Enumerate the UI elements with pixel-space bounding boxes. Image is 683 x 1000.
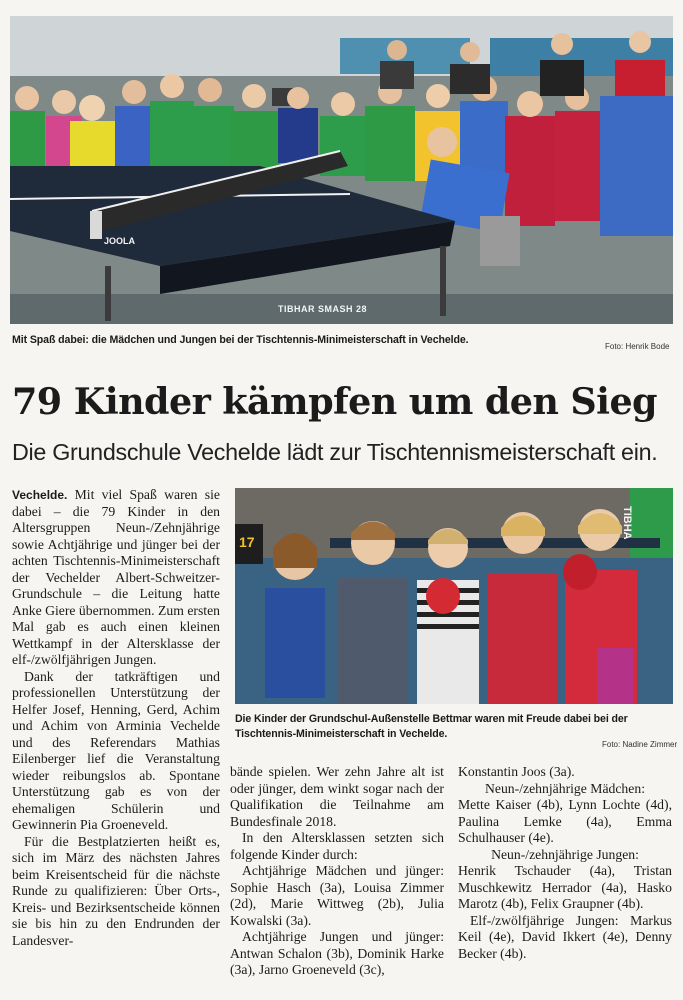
five-children-illustration — [235, 488, 673, 704]
results-boys-11-12: Elf-/zwölfjährige Jungen: Markus Keil (4e), David Ikkert (4e), Denny Becker (4b). — [458, 912, 672, 961]
paragraph-1-text: Mit viel Spaß waren sie dabei – die 79 Kinder in den Altersgruppen Neun-/Zehnjährige sowie Achtjährige und jünger bei der achten Tischtennis-Minimeisterschaft der Vechelder Albert-Schweitzer-Grundschule – die Leitung hatte Anke Giere übernommen. Zum ersten Mal gab es auch einen kleinen Wettkampf in der Altersklasse der elf-/zwölfjährigen Jungen. — [12, 487, 220, 667]
headline: 79 Kinder kämpfen um den Sieg — [12, 380, 657, 423]
article-paragraph-2: Dank der tatkräftigen und professionellen Unterstützung der Helfer Josef, Henning, Gerd, Achim und Achim von Arminia Vechelde und des Referendars Mathias Eilenberger lief die Veranstaltung wieder reibungslos ab. Spontane Unterstützung gab es von der ehemaligen Schülerin und Gewinnerin Pia Groeneveld. — [12, 668, 220, 832]
article-paragraph-1 — [12, 487, 220, 669]
col2-paragraph-1: bände spielen. Wer zehn Jahre alt ist oder jünger, dem winkt sogar nach der Qualifikation die Teilnahme am Bundesfinale 2018. — [230, 764, 444, 829]
col3-paragraph-1: Konstantin Joos (3a). — [458, 764, 575, 779]
table-tennis-group-illustration — [10, 16, 673, 324]
col2-paragraph-4: Achtjährige Jungen und jünger: Antwan Schalon (3b), Dominik Harke (3a), Jarno Groeneveld (3c), — [230, 929, 444, 977]
results-heading-boys-9-10: Neun-/zehnjährige Jungen: — [491, 846, 639, 862]
article-column-2 — [230, 764, 444, 979]
results-boys-9-10: Henrik Tschauder (4a), Tristan Muschkewitz Herrador (4a), Hasko Marotz (4b), Felix Graupner (4b). — [458, 863, 672, 911]
top-photo-caption: Mit Spaß dabei: die Mädchen und Jungen bei der Tischtennis-Minimeisterschaft in Vechelde. — [12, 334, 469, 346]
top-photo — [10, 16, 673, 324]
results-heading-girls-9-10: Neun-/zehnjährige Mädchen: — [485, 780, 645, 796]
results-girls-9-10: Mette Kaiser (4b), Lynn Lochte (4d), Paulina Lemke (4a), Emma Schulhauser (4e). — [458, 797, 672, 845]
col2-paragraph-3: Achtjährige Mädchen und jünger: Sophie Hasch (3a), Louisa Zimmer (2d), Marie Wittweg (2b), Julia Kowalski (3a). — [230, 863, 444, 928]
net-brand: JOOLA — [104, 236, 136, 246]
article-column-1 — [12, 487, 220, 949]
article-column-3 — [458, 764, 672, 962]
dateline: Vechelde. — [12, 488, 68, 502]
middle-photo-credit: Foto: Nadine Zimmer — [602, 740, 678, 749]
top-photo-credit: Foto: Henrik Bode — [605, 342, 670, 351]
subheadline: Die Grundschule Vechelde lädt zur Tischtennismeisterschaft ein. — [12, 439, 658, 465]
banner-text: TIBHA — [621, 506, 633, 540]
table-brand: TIBHAR SMASH 28 — [278, 304, 368, 314]
middle-photo — [235, 488, 673, 704]
scoreboard-number: 17 — [239, 534, 255, 550]
article-paragraph-3: Für die Bestplatzierten heißt es, sich im März des nächsten Jahres beim Kreisentscheid für die nächste Runde zu qualifizieren: Über Orts-, Kreis- und Bezirksentscheide können sie bis hin zu den Endrunden der Landesver- — [12, 833, 220, 948]
col2-paragraph-2: In den Altersklassen setzten sich folgende Kinder durch: — [230, 830, 444, 862]
middle-photo-caption: Die Kinder der Grundschul-Außenstelle Bettmar waren mit Freude dabei bei der Tischtennis-Minimeisterschaft in Vechelde. — [235, 713, 628, 740]
